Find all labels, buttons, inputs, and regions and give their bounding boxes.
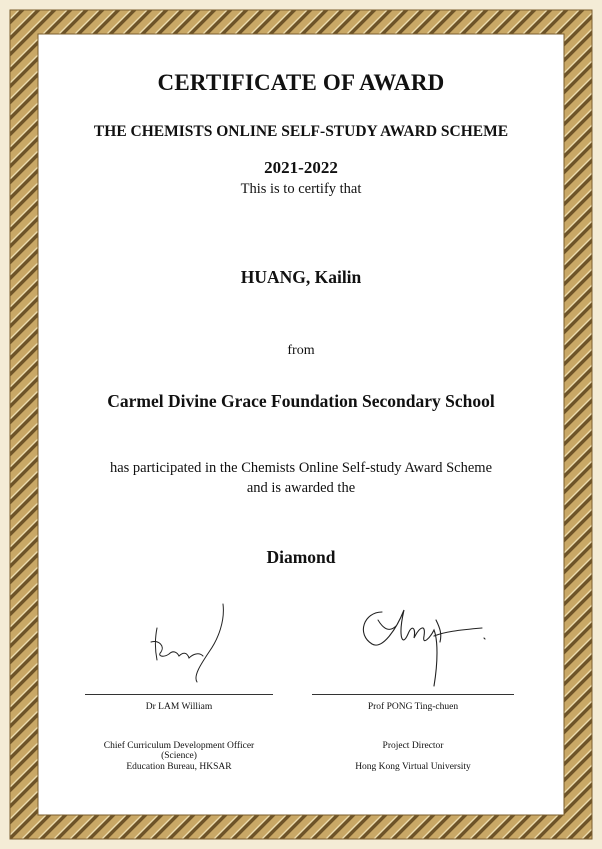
signatory-name: Prof PONG Ting-chuen <box>367 702 459 712</box>
certificate-title: CERTIFICATE OF AWARD <box>157 70 445 95</box>
certificate-body <box>42 38 560 811</box>
from-text: from <box>287 343 315 358</box>
school-name: Carmel Divine Grace Foundation Secondary School <box>107 391 495 411</box>
signatory-organization: Education Bureau, HKSAR <box>126 762 232 772</box>
signature-pong <box>312 590 514 690</box>
awarded-text: and is awarded the <box>246 480 356 496</box>
certify-text: This is to certify that <box>240 181 362 197</box>
signature-line <box>85 694 273 695</box>
participation-text: has participated in the Chemists Online Self-study Award Scheme <box>109 460 493 476</box>
scheme-name: THE CHEMISTS ONLINE SELF-STUDY AWARD SCHEME <box>93 123 509 140</box>
signature-lam <box>85 590 273 690</box>
recipient-name: HUANG, Kailin <box>240 267 362 287</box>
signatory-position: Project Director <box>382 741 444 751</box>
award-level: Diamond <box>266 547 336 567</box>
signatory-position: Chief Curriculum Development Officer (Science) <box>103 741 255 761</box>
signatory-name: Dr LAM William <box>145 702 213 712</box>
scheme-year: 2021-2022 <box>264 158 338 177</box>
signatory-organization: Hong Kong Virtual University <box>355 762 471 772</box>
signature-line <box>312 694 514 695</box>
